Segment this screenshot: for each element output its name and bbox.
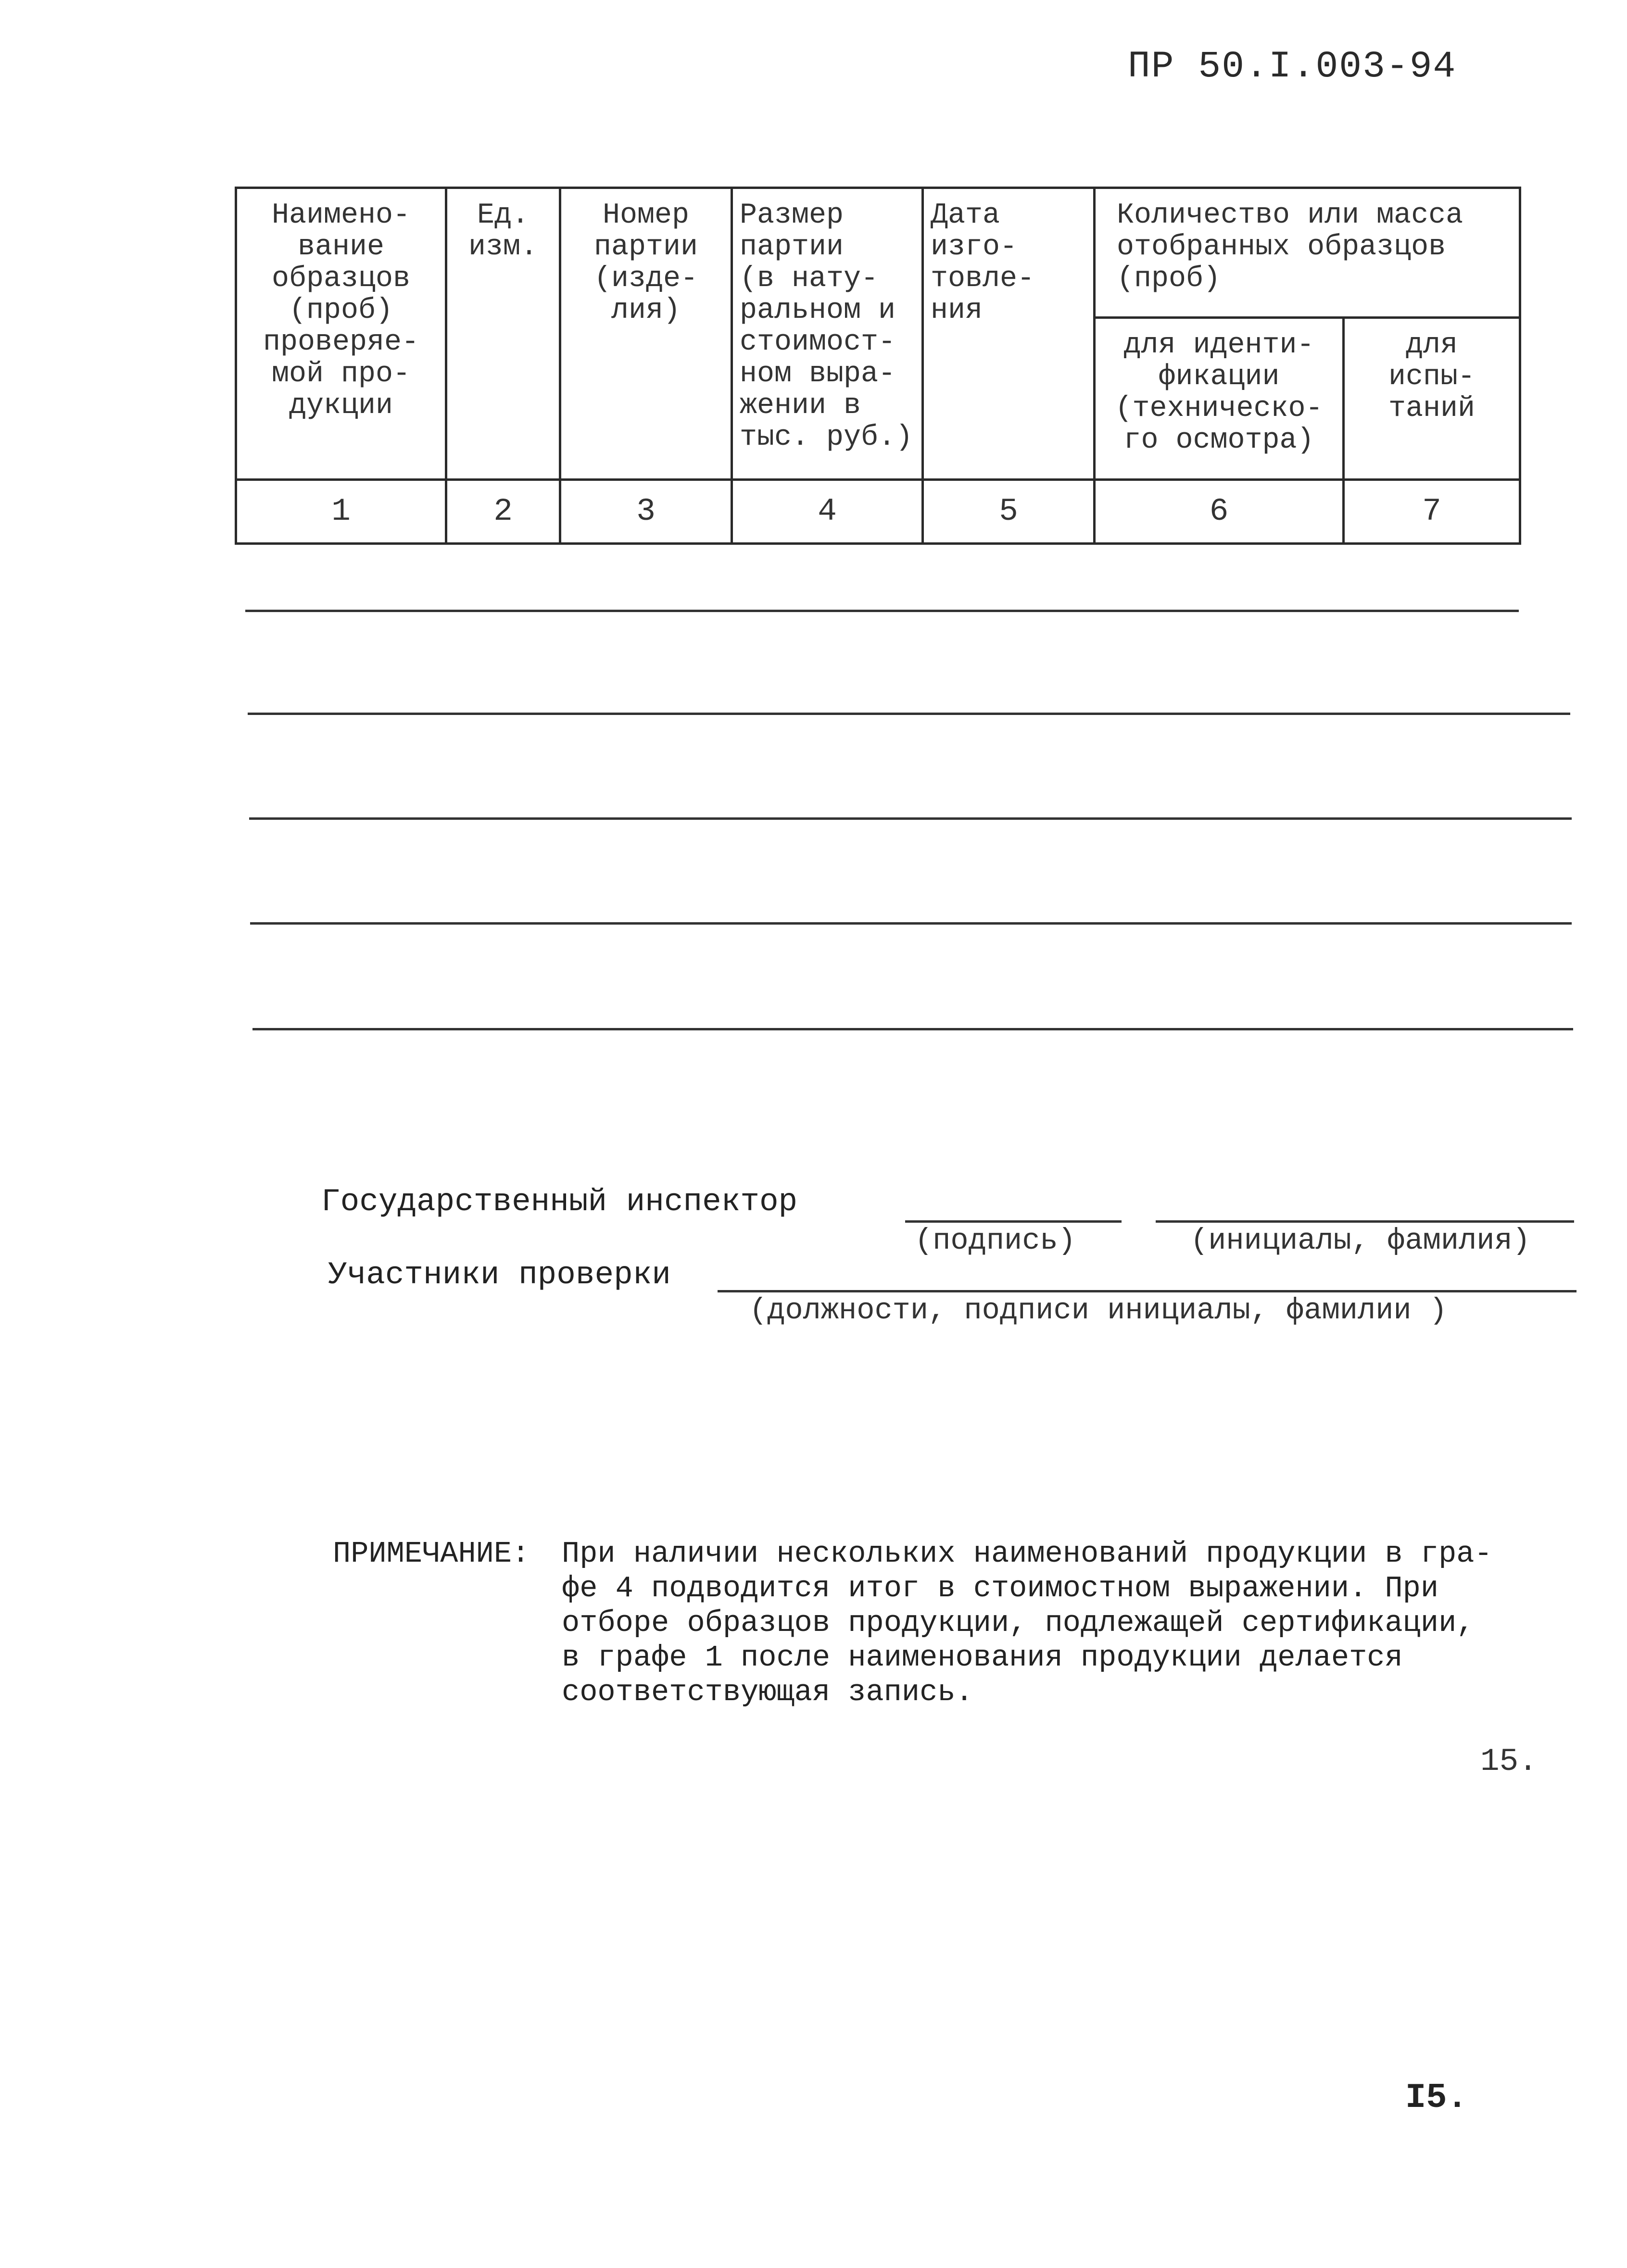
col-number: 4	[732, 480, 923, 544]
name-caption: (инициалы, фамилия)	[1190, 1224, 1530, 1258]
fill-in-line	[249, 817, 1572, 820]
page-number-stamp: I5.	[1405, 2078, 1468, 2118]
col-header-batch-size: Размер партии (в нату- ральном и стоимост- ном выра- жении в тыс. руб.)	[732, 188, 923, 480]
note-text	[562, 1537, 1562, 1710]
note-line: При наличии нескольких наименований продукции в гра-	[562, 1537, 1492, 1571]
inspector-label: Государственный инспектор	[321, 1184, 798, 1220]
col-header-batch-number: Номер партии (изде- лия)	[560, 188, 732, 480]
col-header-quantity-group: Количество или масса отобранных образцов (проб)	[1095, 188, 1520, 318]
col-number: 1	[236, 480, 446, 544]
name-line	[1156, 1220, 1574, 1223]
document-code: ПР 50.I.003-94	[1128, 46, 1457, 88]
fill-in-line	[248, 713, 1570, 715]
col-number: 5	[923, 480, 1095, 544]
signature-caption: (подпись)	[915, 1224, 1076, 1258]
note-line: фе 4 подводится итог в стоимостном выражении. При	[562, 1571, 1439, 1605]
note-line: соответствующая запись.	[562, 1675, 973, 1709]
participants-line	[718, 1290, 1577, 1292]
note-line: в графе 1 после наименования продукции делается	[562, 1641, 1403, 1675]
participants-caption: (должности, подписи инициалы, фамилии )	[749, 1293, 1448, 1328]
col-header-unit: Ед. изм.	[446, 188, 560, 480]
participants-label: Участники проверки	[328, 1257, 671, 1293]
col-number: 7	[1344, 480, 1520, 544]
col-number: 2	[446, 480, 560, 544]
fill-in-line	[245, 610, 1519, 612]
samples-table	[235, 187, 1519, 545]
fill-in-line	[250, 922, 1572, 925]
col-number: 6	[1095, 480, 1344, 544]
note-line: отборе образцов продукции, подлежащей сертификации,	[562, 1606, 1475, 1640]
col-header-manufacture-date: Дата изго- товле- ния	[923, 188, 1095, 480]
col-number: 3	[560, 480, 732, 544]
page-number-typed: 15.	[1480, 1743, 1538, 1779]
fill-in-line	[252, 1028, 1573, 1030]
signature-line	[905, 1220, 1122, 1223]
col-header-identification: для иденти- фикации (техническо- го осмотра)	[1095, 318, 1344, 480]
col-header-testing: для испы- таний	[1344, 318, 1520, 480]
col-header-product-name: Наимено- вание образцов (проб) проверяе- мой про- дукции	[236, 188, 446, 480]
note-label: ПРИМЕЧАНИЕ:	[333, 1537, 530, 1571]
